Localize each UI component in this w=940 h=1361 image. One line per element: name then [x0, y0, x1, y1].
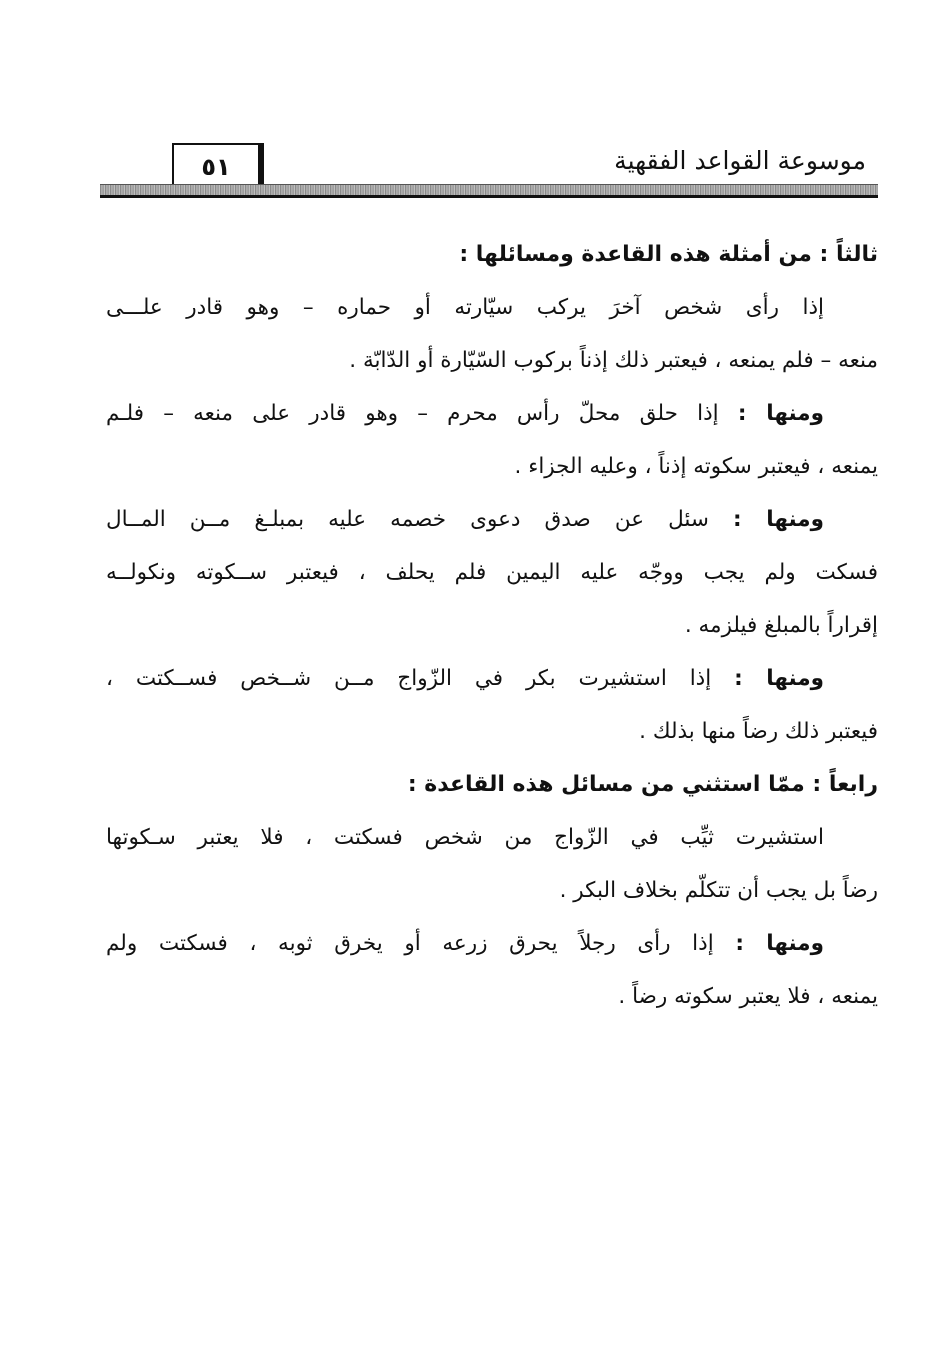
section-heading-examples: ثالثاً : من أمثلة هذه القاعدة ومسائلها :: [459, 242, 878, 267]
page-number: ٥١: [172, 143, 264, 189]
section-heading-exceptions: رابعاً : ممّا استثني من مسائل هذه القاعدة :: [407, 772, 878, 797]
paragraph-line: [106, 652, 878, 705]
paragraph-line: إذا رأى شخص آخرَ يركب سيّارته أو حماره – وهو قادر علـــى: [106, 295, 824, 320]
page-header: [100, 140, 878, 204]
page-body: [106, 228, 878, 1023]
paragraph-line: يمنعه ، فلا يعتبر سكوته رضاً .: [618, 984, 878, 1009]
header-decorative-band: [100, 184, 878, 195]
paragraph-lead: ومنها :: [734, 666, 824, 691]
paragraph-text: إذا استشيرت بكر في الزّواج مــن شــخص فســكتت ،: [106, 666, 712, 691]
paragraph-line: منعه – فلم يمنعه ، فيعتبر ذلك إذناً بركوب السّيّارة أو الدّابّة .: [349, 348, 878, 373]
paragraph-lead: ومنها :: [737, 401, 824, 426]
paragraph-line: إقراراً بالمبلغ فيلزمه .: [684, 613, 878, 638]
paragraph-line: يمنعه ، فيعتبر سكوته إذناً ، وعليه الجزاء .: [514, 454, 878, 479]
paragraph-line: [106, 493, 878, 546]
paragraph-text: إذا رأى رجلاً يحرق زرعه أو يخرق ثوبه ، فسكتت ولم: [106, 931, 714, 956]
paragraph-line: فسكت ولم يجب ووجّه عليه اليمين فلم يحلف ، فيعتبر ســكوته ونكولــه: [106, 560, 878, 585]
paragraph-text: إذا حلق محلّ رأس محرم – وهو قادر على منعه – فلـم: [106, 401, 719, 426]
paragraph-lead: ومنها :: [732, 507, 824, 532]
paragraph-lead: ومنها :: [735, 931, 824, 956]
paragraph-text: سئل عن صدق دعوى خصمه عليه بمبلـغ مــن المــال: [106, 507, 709, 532]
paragraph-line: فيعتبر ذلك رضاً منها بذلك .: [639, 719, 878, 744]
paragraph-line: [106, 387, 878, 440]
paragraph-line: استشيرت ثيِّب في الزّواج من شخص فسكتت ، فلا يعتبر سـكوتها: [106, 825, 824, 850]
header-rule: [100, 195, 878, 198]
paragraph-line: رضاً بل يجب أن تتكلّم بخلاف البكر .: [559, 878, 878, 903]
paragraph-line: [106, 917, 878, 970]
book-title: موسوعة القواعد الفقهية: [614, 146, 866, 175]
